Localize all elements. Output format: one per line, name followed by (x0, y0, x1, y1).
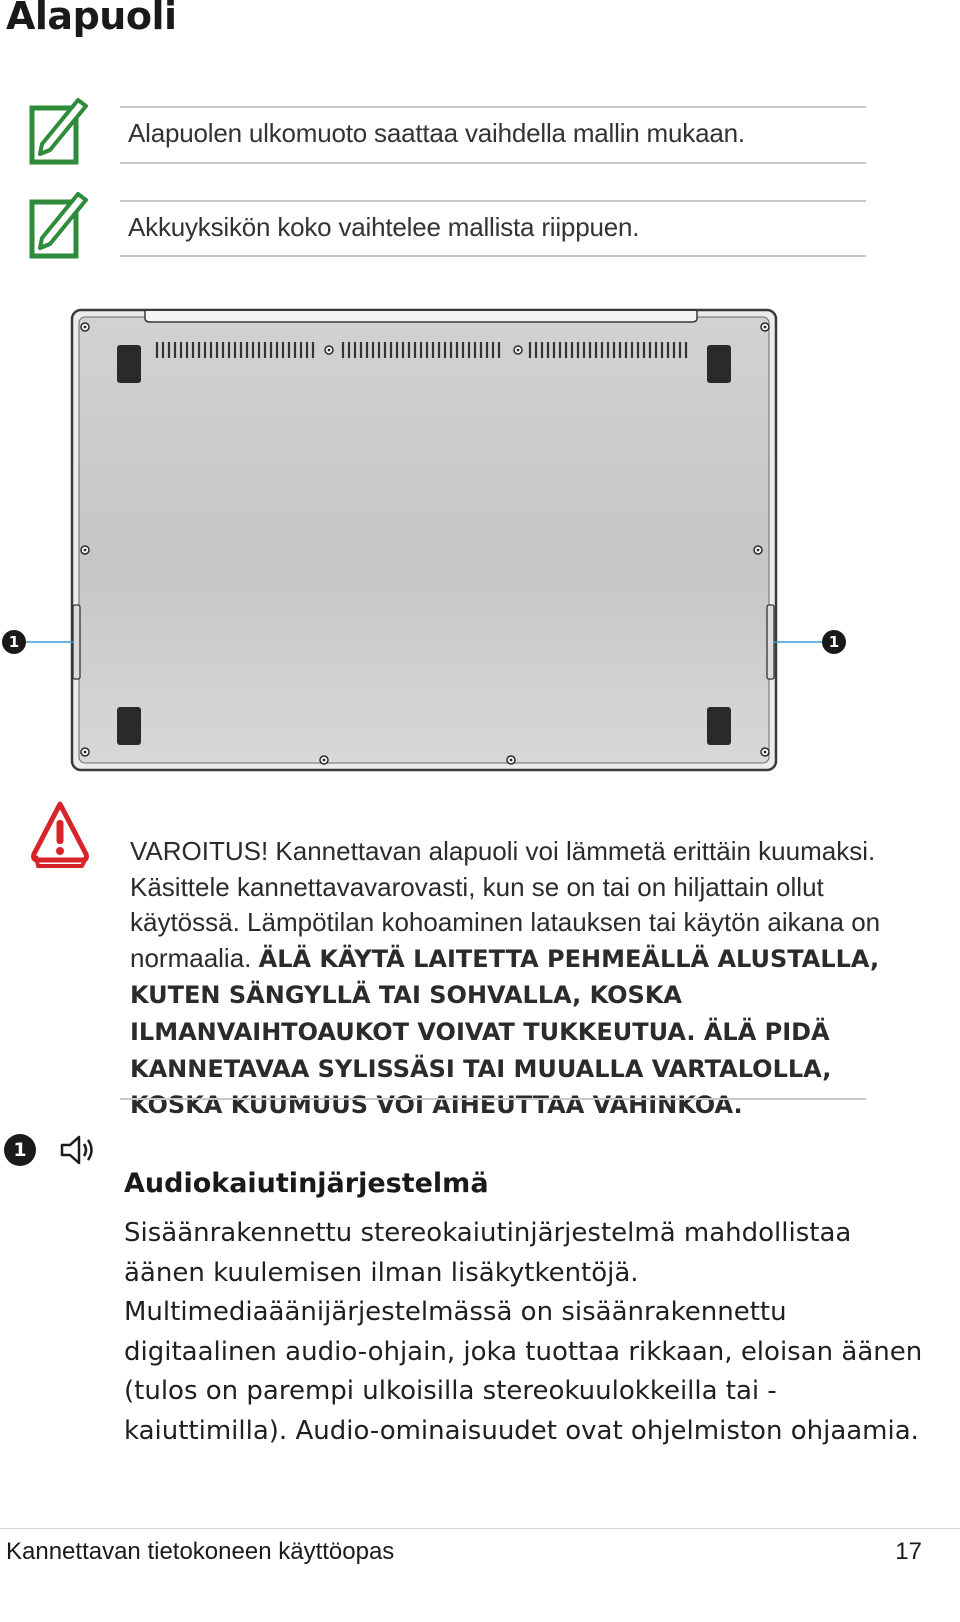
section-body: Sisäänrakennettu stereokaiutinjärjestelmä mahdollistaa äänen kuulemisen ilman lisäkytkentöjä. Multimediaäänijärjestelmässä on sisäänrakennettu digitaalinen audio-ohjain, joka tuottaa rikkaan, eloisan äänen (tulos on parempi ulkoisilla stereokuulokkeilla tai -kaiuttimilla). Audio-ominaisuudet ovat ohjelmiston ohjaamia. (124, 1218, 923, 1446)
page-title: Alapuoli (6, 0, 177, 38)
divider (120, 106, 866, 108)
divider (120, 162, 866, 164)
warning-text (130, 834, 900, 1124)
footer-title: Kannettavan tietokoneen käyttöopas (6, 1538, 395, 1565)
divider (120, 1098, 866, 1100)
footer-rule (0, 1528, 960, 1529)
divider (120, 255, 866, 257)
page-number: 17 (895, 1538, 922, 1565)
note-text: Akkuyksikön koko vaihtelee mallista riippuen. (128, 212, 640, 242)
warning-text-normal: VAROITUS! Kannettavan alapuoli voi lämmetä erittäin kuumaksi. Käsittele kannettavavarovasti, kun se on tai on hiljattain ollut käytössä. Lämpötilan kohoaminen latauksen tai käytön aikana on normaalia. (130, 836, 881, 973)
note-icon (28, 188, 92, 260)
warning-icon (28, 800, 92, 872)
divider (120, 200, 866, 202)
section-heading: Audiokaiutinjärjestelmä (124, 1168, 489, 1199)
laptop-underside-figure (0, 300, 900, 780)
warning-text-caps: ÄLÄ KÄYTÄ LAITETTA PEHMEÄLLÄ ALUSTALLA, KUTEN SÄNGYLLÄ TAI SOHVALLA, KOSKA ILMANVAIHTOAUKOT VOIVAT TUKKEUTUA. ÄLÄ PIDÄ KANNETAVAA SYLISSÄSI TAI MUUALLA VARTALOLLA, KOSKA KUUMUUS VOI AIHEUTTAA VAHINKOA. (130, 944, 880, 1120)
speaker-icon (60, 1134, 96, 1166)
note-icon (28, 94, 92, 166)
note-text: Alapuolen ulkomuoto saattaa vaihdella mallin mukaan. (128, 118, 745, 148)
section-number: 1 (4, 1134, 36, 1166)
callout-right: 1 (822, 630, 846, 654)
callout-left: 1 (2, 630, 26, 654)
